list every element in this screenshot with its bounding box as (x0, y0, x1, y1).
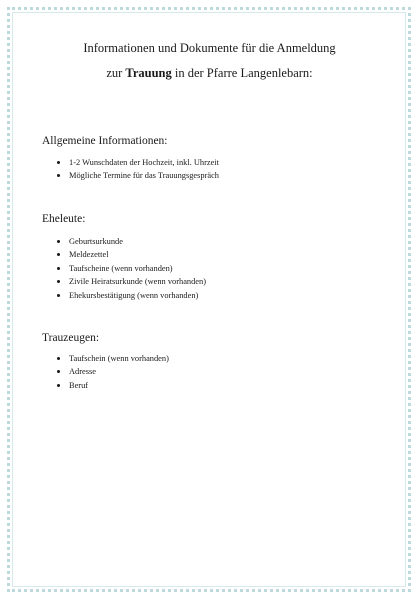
list-item-text: Zivile Heiratsurkunde (wenn vorhanden) (69, 277, 206, 287)
document-title-line-2 (0, 65, 419, 81)
bullet-icon (57, 161, 60, 164)
list-item-text: Meldezettel (69, 250, 109, 260)
title-bold-word: Trauung (125, 66, 172, 80)
title-suffix: in der Pfarre Langenlebarn: (171, 66, 313, 80)
list-item-text: Taufschein (wenn vorhanden) (69, 354, 169, 363)
list-item (0, 352, 169, 365)
bullet-icon (57, 357, 60, 360)
list-item-text: Ehekursbestätigung (wenn vorhanden) (69, 290, 199, 300)
list-general (0, 156, 219, 183)
list-spouses (0, 235, 206, 302)
title-prefix: zur (106, 66, 126, 80)
bullet-icon (57, 267, 60, 270)
list-item (0, 156, 219, 169)
list-item (0, 235, 206, 248)
bullet-icon (57, 294, 60, 297)
bullet-icon (57, 174, 60, 177)
list-item (0, 365, 169, 378)
list-item (0, 289, 206, 302)
list-item (0, 169, 219, 182)
section-heading-spouses: Eheleute: (42, 213, 86, 225)
document-title-line-1: Informationen und Dokumente für die Anmeldung (83, 41, 336, 55)
bullet-icon (57, 280, 60, 283)
bullet-icon (57, 370, 60, 373)
list-item-text: Geburtsurkunde (69, 237, 123, 246)
section-heading-witnesses: Trauzeugen: (42, 332, 100, 344)
bullet-icon (57, 240, 60, 243)
list-witnesses (0, 352, 169, 392)
list-item (0, 379, 169, 392)
list-item-text: Adresse (69, 367, 96, 377)
list-item-text: Taufscheine (wenn vorhanden) (69, 263, 173, 273)
list-item-text: Mögliche Termine für das Trauungsgespräch (69, 171, 219, 181)
section-heading-general: Allgemeine Informationen: (42, 135, 168, 147)
bullet-icon (57, 253, 60, 256)
list-item (0, 248, 206, 261)
bullet-icon (57, 384, 60, 387)
list-item-text: 1-2 Wunschdaten der Hochzeit, inkl. Uhrzeit (69, 158, 219, 167)
list-item (0, 262, 206, 275)
list-item-text: Beruf (69, 380, 89, 390)
list-item (0, 275, 206, 288)
